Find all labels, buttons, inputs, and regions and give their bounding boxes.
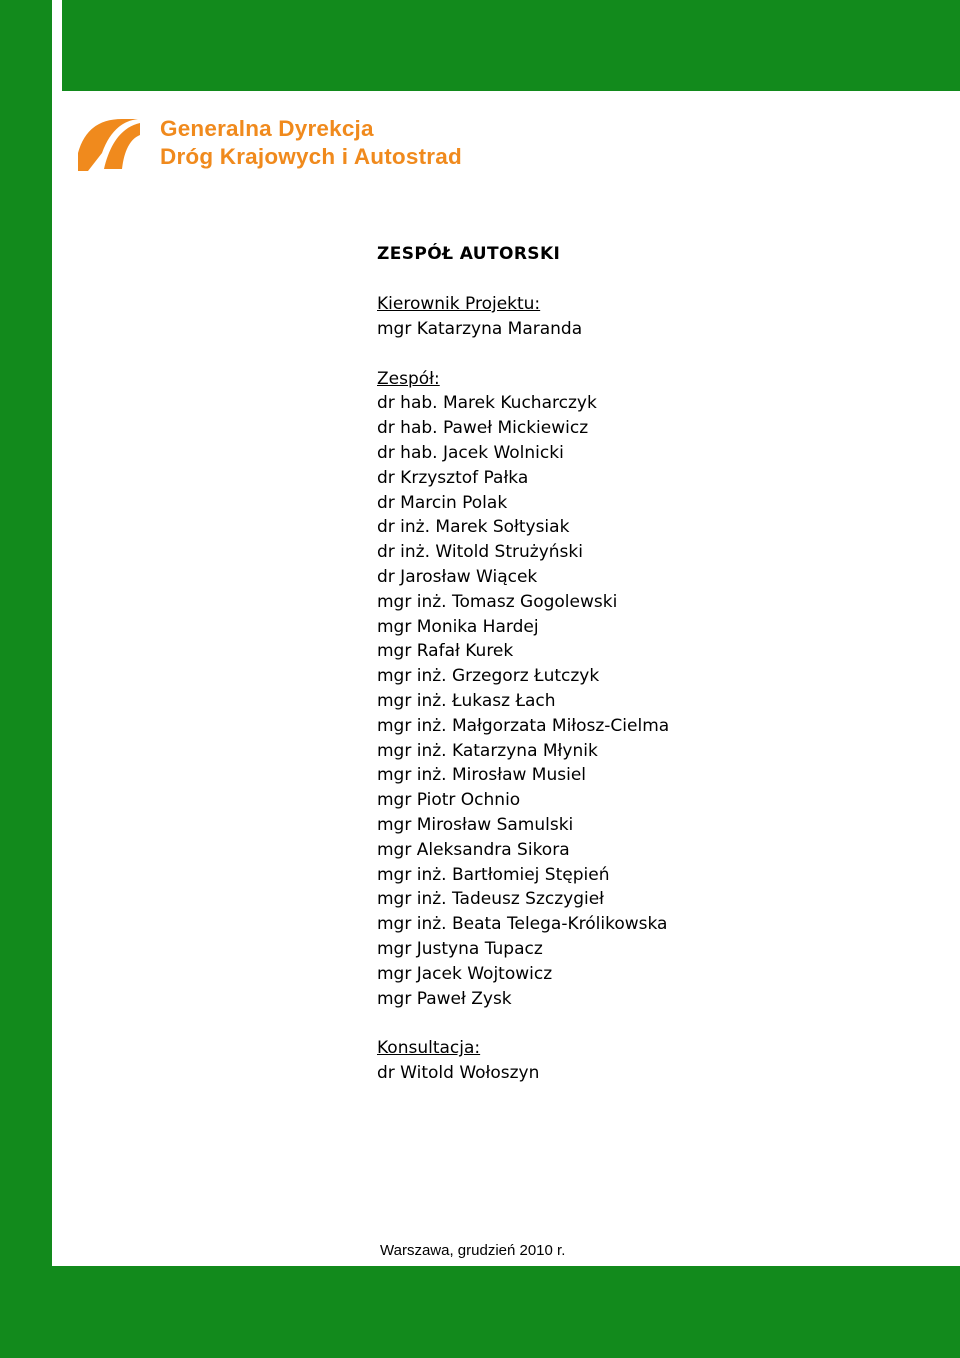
consultation-name: dr Witold Wołoszyn [377,1063,540,1084]
logo-title-line2: Dróg Krajowych i Autostrad [160,144,462,169]
team-label: Zespół: [377,368,440,389]
team-member: dr Jarosław Wiącek [377,566,538,587]
team-member: mgr Piotr Ochnio [377,790,521,811]
project-manager-name: mgr Katarzyna Maranda [377,318,583,339]
place-date: Warszawa, grudzień 2010 r. [380,1242,566,1259]
team-member: dr hab. Jacek Wolnicki [377,442,564,463]
logo-title-line1: Generalna Dyrekcja [160,116,374,141]
team-member: mgr inż. Mirosław Musiel [377,765,586,786]
team-member: mgr Paweł Zysk [377,988,512,1009]
team-member: mgr inż. Grzegorz Łutczyk [377,666,600,687]
authors-section [377,242,897,1086]
bottom-green-band [0,1266,960,1358]
team-member: mgr Monika Hardej [377,616,539,637]
top-green-band [0,0,960,91]
team-member: dr inż. Witold Strużyński [377,542,583,563]
team-member: mgr inż. Tomasz Gogolewski [377,591,618,612]
team-member: dr hab. Paweł Mickiewicz [377,418,589,439]
team-member: mgr Jacek Wojtowicz [377,963,553,984]
team-member: mgr Rafał Kurek [377,641,514,662]
team-list [377,391,897,1011]
left-white-divider [52,0,62,1358]
team-member: mgr inż. Małgorzata Miłosz-Cielma [377,715,670,736]
left-green-strip [0,0,52,1358]
team-member: mgr Mirosław Samulski [377,814,574,835]
team-member: mgr inż. Tadeusz Szczygieł [377,889,605,910]
team-member: mgr Justyna Tupacz [377,938,543,959]
gddkia-logo [78,113,508,175]
team-member: mgr inż. Katarzyna Młynik [377,740,598,761]
team-member: mgr inż. Beata Telega-Królikowska [377,914,668,935]
road-logo-icon [78,113,144,171]
team-member: dr Krzysztof Pałka [377,467,529,488]
team-member: mgr inż. Bartłomiej Stępień [377,864,610,885]
team-member: dr Marcin Polak [377,492,508,513]
section-heading: ZESPÓŁ AUTORSKI [377,244,561,264]
team-member: dr hab. Marek Kucharczyk [377,393,597,414]
team-member: dr inż. Marek Sołtysiak [377,517,570,538]
team-member: mgr Aleksandra Sikora [377,839,570,860]
project-manager-label: Kierownik Projektu: [377,294,541,314]
consultation-label: Konsultacja: [377,1038,481,1059]
team-member: mgr inż. Łukasz Łach [377,690,556,711]
